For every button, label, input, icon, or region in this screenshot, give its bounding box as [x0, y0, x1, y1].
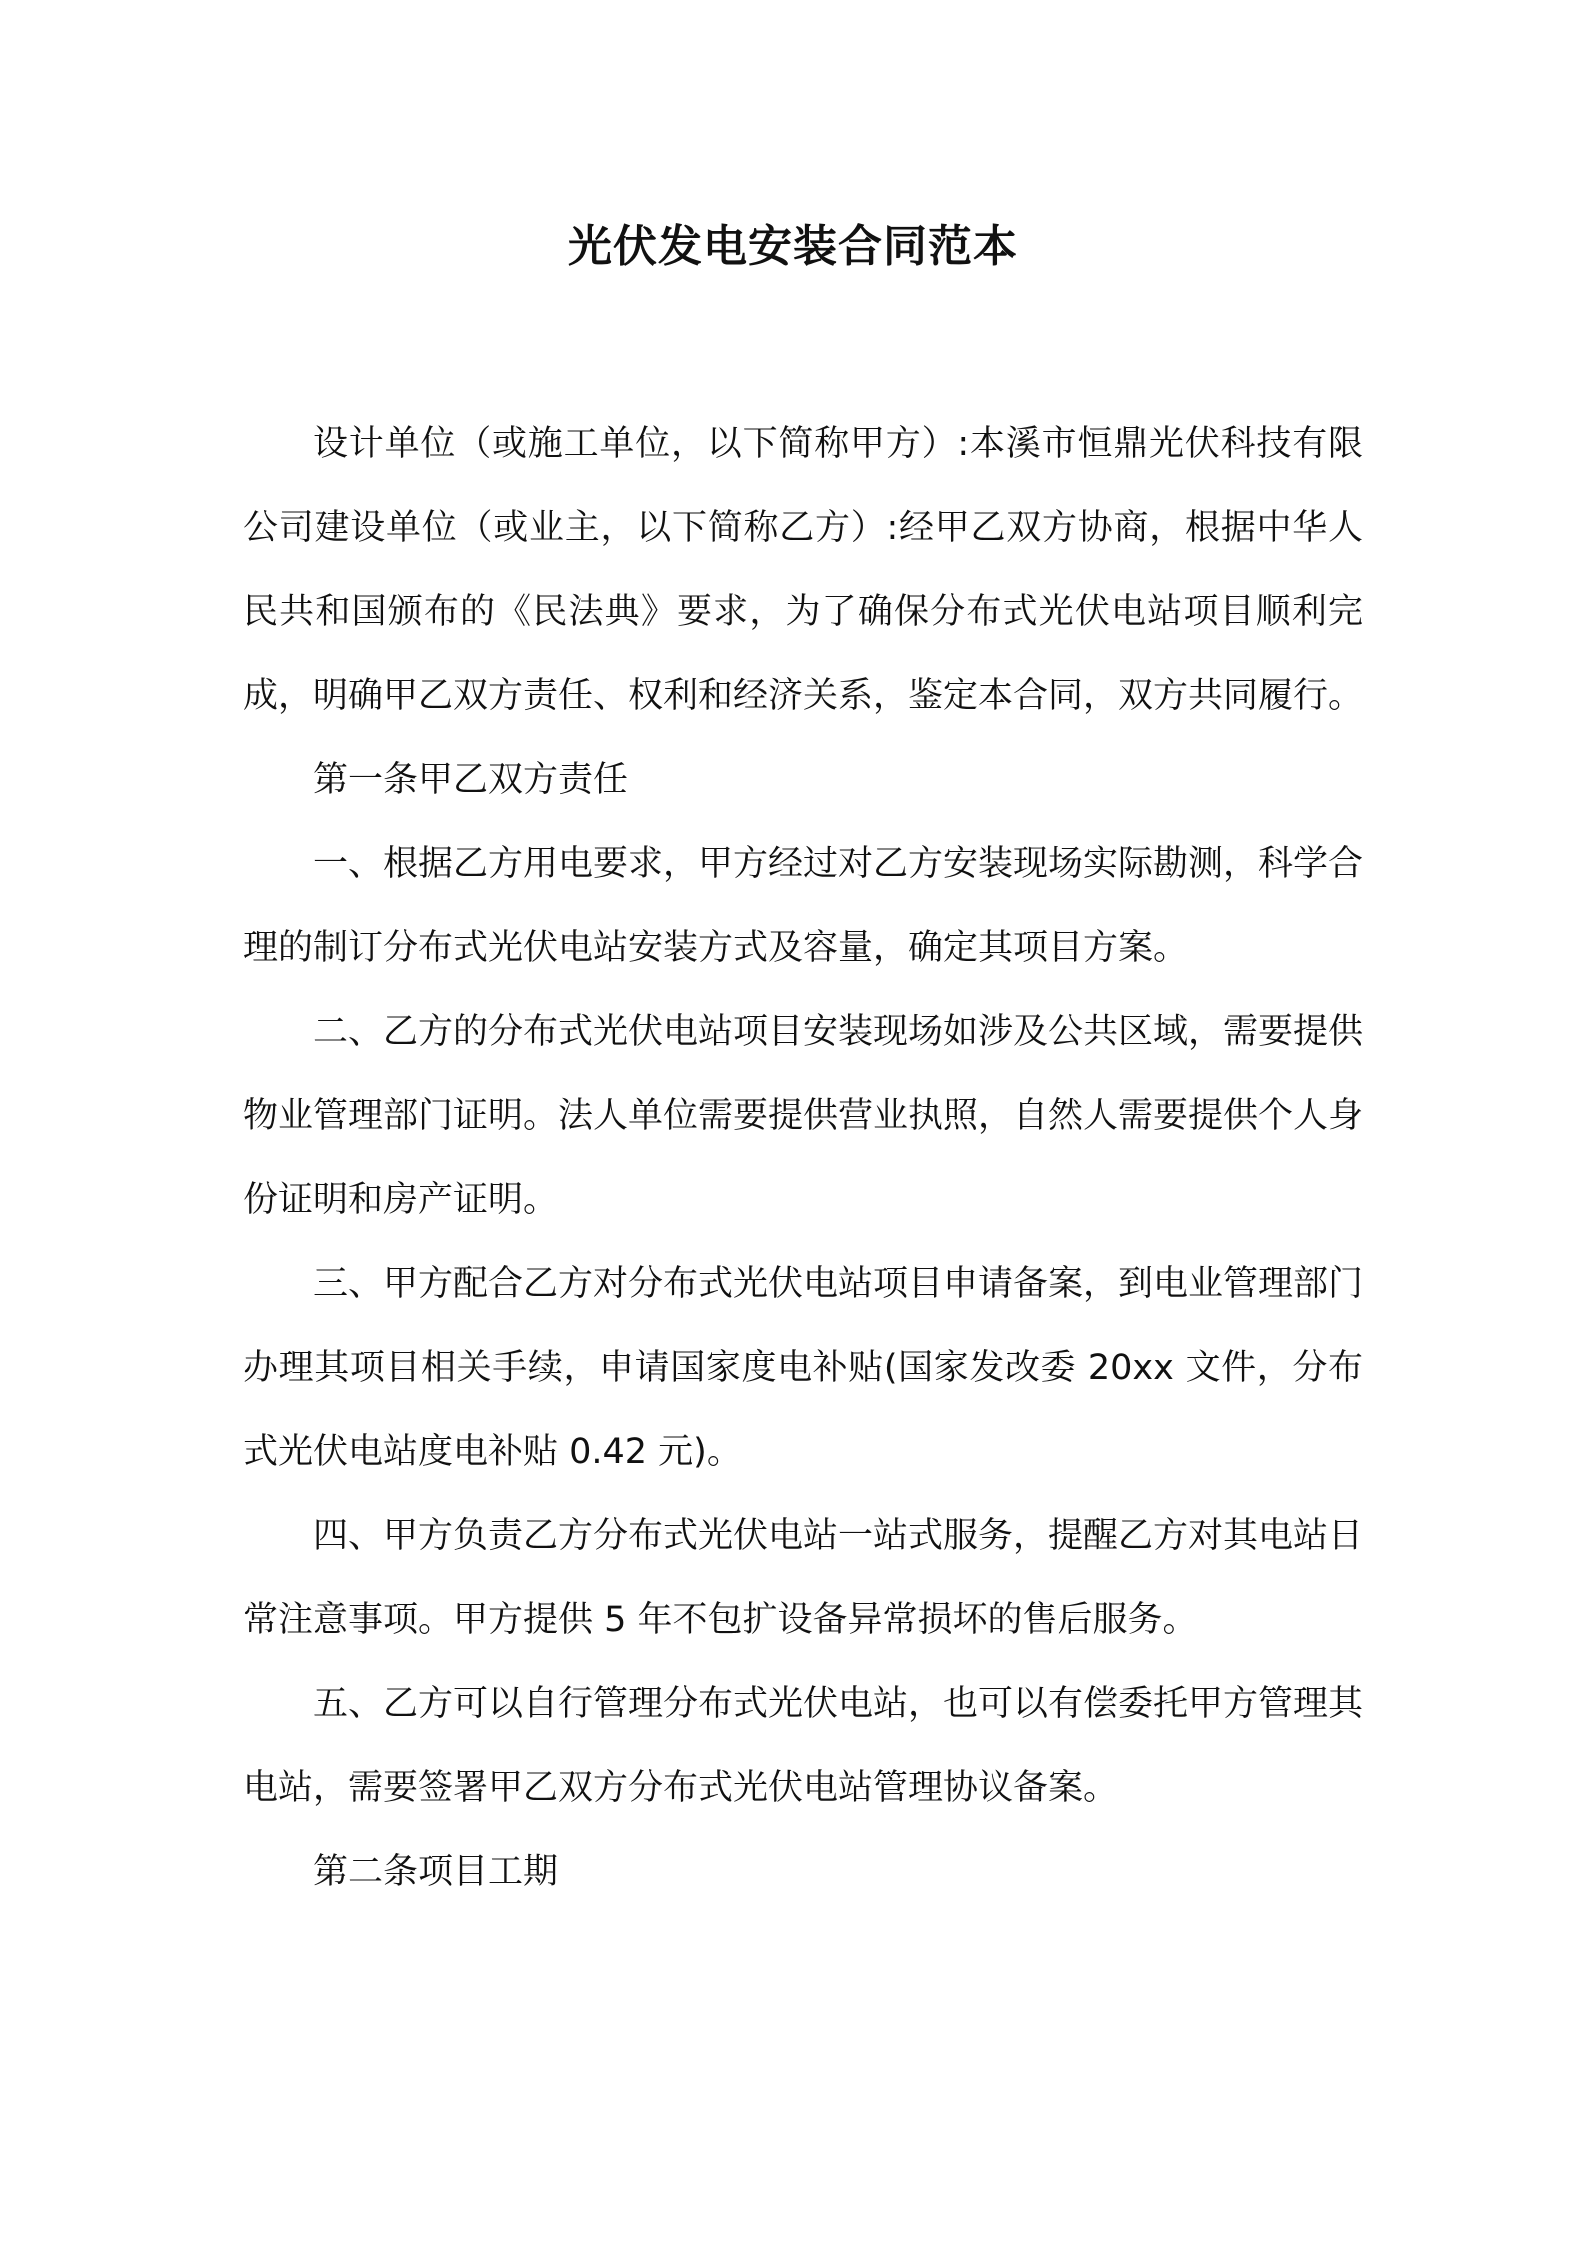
paragraph-preamble: 设计单位（或施工单位，以下简称甲方）:本溪市恒鼎光伏科技有限公司建设单位（或业主，以下简称乙方）:经甲乙双方协商，根据中华人民共和国颁布的《民法典》要求，为了确保分布式光伏电站项目顺利完成，明确甲乙双方责任、权利和经济关系，鉴定本合同，双方共同履行。 [243, 424, 1364, 716]
paragraph-clause-1: 一、根据乙方用电要求，甲方经过对乙方安装现场实际勘测，科学合理的制订分布式光伏电站安装方式及容量，确定其项目方案。 [243, 844, 1364, 968]
section-heading-article-1: 第一条甲乙双方责任 [313, 760, 629, 800]
paragraph-clause-5: 五、乙方可以自行管理分布式光伏电站，也可以有偿委托甲方管理其电站，需要签署甲乙双方分布式光伏电站管理协议备案。 [243, 1684, 1364, 1808]
document-title: 光伏发电安装合同范本 [568, 221, 1018, 272]
document-body [243, 402, 1363, 1914]
paragraph-clause-2: 二、乙方的分布式光伏电站项目安装现场如涉及公共区域，需要提供物业管理部门证明。法人单位需要提供营业执照，自然人需要提供个人身份证明和房产证明。 [243, 1012, 1364, 1220]
section-heading-article-2: 第二条项目工期 [313, 1852, 559, 1892]
paragraph-clause-4: 四、甲方负责乙方分布式光伏电站一站式服务，提醒乙方对其电站日常注意事项。甲方提供 5 年不包扩设备异常损坏的售后服务。 [243, 1516, 1364, 1640]
paragraph-clause-3: 三、甲方配合乙方对分布式光伏电站项目申请备案，到电业管理部门办理其项目相关手续，申请国家度电补贴(国家发改委 20xx 文件，分布式光伏电站度电补贴 0.42 元)。 [243, 1264, 1364, 1472]
